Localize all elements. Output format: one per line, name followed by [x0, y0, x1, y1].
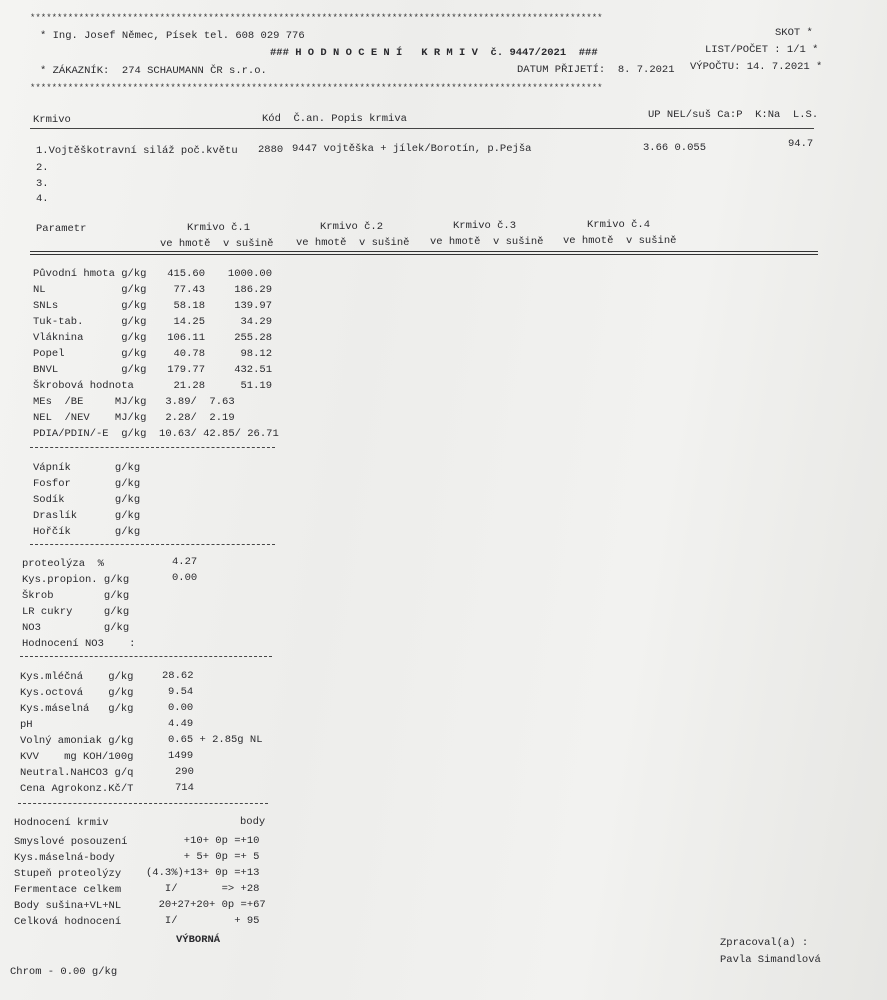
evaluation-label: Smyslové posouzení [14, 836, 128, 848]
mineral-row: Sodík g/kg [33, 494, 141, 506]
evaluation-label: Body sušina+VL+NL [14, 900, 122, 912]
mineral-row: Fosfor g/kg [33, 478, 141, 490]
feed-1-code: 2880 [258, 144, 284, 156]
subcol-4: ve hmotě v sušině [563, 235, 677, 247]
chrom-value: Chrom - 0.00 g/kg [10, 966, 118, 978]
acid-label: Kys.máselná g/kg [20, 703, 134, 715]
nutrient-fresh: 415.60 [167, 268, 205, 280]
feed-1-description: 9447 vojtěška + jílek/Borotín, p.Pejša [292, 143, 532, 155]
evaluation-title: Hodnocení krmiv [14, 817, 109, 829]
evaluation-score: 20+27+20+ 0p =+67 [146, 899, 266, 911]
nutrient-dry: 432.51 [234, 364, 272, 376]
evaluation-score: +10+ 0p =+10 [146, 835, 260, 847]
subcol-2: ve hmotě v sušině [296, 237, 410, 249]
feed-2: 2. [36, 162, 49, 174]
nutrient-dry: 255.28 [234, 332, 272, 344]
col-code-desc: Kód Č.an. Popis krmiva [262, 113, 407, 125]
acid-label: Kys.mléčná g/kg [20, 671, 134, 683]
verdict: VÝBORNÁ [176, 934, 221, 946]
nutrient-label: NL g/kg [33, 284, 147, 296]
page-count: LIST/POČET : 1/1 * [705, 44, 819, 56]
col-krmivo-1: Krmivo č.1 [187, 222, 251, 234]
evaluation-label: Stupeň proteolýzy [14, 868, 122, 880]
acid-value: 4.49 [168, 718, 194, 730]
evaluation-label: Kys.máselná-body [14, 852, 115, 864]
nutrient-row [33, 268, 146, 280]
acid-label: Cena Agrokonz.Kč/T [20, 783, 134, 795]
acid-value: 28.62 [162, 670, 194, 682]
lab-author: * Ing. Josef Němec, Písek tel. 608 029 776 [40, 30, 305, 42]
acid-value: 9.54 [168, 686, 194, 698]
evaluation-label: Fermentace celkem [14, 884, 122, 896]
species-label: SKOT * [775, 27, 813, 39]
col-krmivo: Krmivo [33, 114, 71, 126]
customer: * ZÁKAZNÍK: 274 SCHAUMANN ČR s.r.o. [40, 65, 267, 77]
ferm-label: proteolýza % [22, 558, 104, 570]
energy-pdi: PDIA/PDIN/-E g/kg 10.63/ 42.85/ 26.71 [33, 428, 279, 440]
ferm-label: Kys.propion. g/kg [22, 574, 130, 586]
processed-by-name: Pavla Simandlová [720, 954, 821, 966]
divider [30, 128, 814, 129]
col-krmivo-2: Krmivo č.2 [320, 221, 384, 233]
nutrient-fresh: 77.43 [173, 284, 205, 296]
col-nel-ls: UP NEL/suš Ca:P K:Na L.S. [648, 109, 819, 121]
dashed-divider [30, 447, 275, 448]
nutrient-dry: 51.19 [240, 380, 272, 392]
ferm-label: Hodnocení NO3 : [22, 638, 136, 650]
header-stars-top: ********************************************************************************************************** [30, 13, 603, 23]
nutrient-label: Škrobová hodnota [33, 380, 134, 392]
nutrient-label: BNVL g/kg [33, 364, 147, 376]
nutrient-label: SNLs g/kg [33, 300, 147, 312]
subcol-3: ve hmotě v sušině [430, 236, 544, 248]
nutrient-dry: 98.12 [240, 348, 272, 360]
dashed-divider [18, 803, 268, 804]
energy-nel: NEL /NEV MJ/kg 2.28/ 2.19 [33, 412, 235, 424]
acid-value: 0.65 + 2.85g NL [168, 734, 263, 746]
evaluation-score: + 5+ 0p =+ 5 [146, 851, 260, 863]
nutrient-fresh: 179.77 [167, 364, 205, 376]
nutrient-dry: 1000.00 [227, 268, 272, 280]
feed-3: 3. [36, 178, 49, 190]
acid-label: Kys.octová g/kg [20, 687, 134, 699]
subcol-1: ve hmotě v sušině [160, 238, 274, 250]
feed-4: 4. [36, 193, 49, 205]
nutrient-label: Tuk-tab. g/kg [33, 316, 147, 328]
nutrient-label: Vláknina g/kg [33, 332, 147, 344]
ferm-value: 4.27 [172, 556, 198, 568]
nutrient-dry: 34.29 [240, 316, 272, 328]
nutrient-label: Původní hmota g/kg [33, 268, 147, 280]
evaluation-label: Celková hodnocení [14, 916, 122, 928]
date-computed: VÝPOČTU: 14. 7.2021 * [690, 61, 823, 73]
evaluation-score: (4.3%)+13+ 0p =+13 [146, 867, 260, 879]
nutrient-fresh: 40.78 [173, 348, 205, 360]
col-krmivo-3: Krmivo č.3 [453, 220, 517, 232]
acid-label: Volný amoniak g/kg [20, 735, 134, 747]
mineral-row: Vápník g/kg [33, 462, 141, 474]
acid-label: KVV mg KOH/100g [20, 751, 134, 763]
dashed-divider [20, 656, 272, 657]
dashed-divider [30, 544, 275, 545]
evaluation-body-label: body [240, 816, 266, 828]
processed-by-label: Zpracoval(a) : [720, 937, 809, 949]
energy-mes: MEs /BE MJ/kg 3.89/ 7.63 [33, 396, 235, 408]
acid-value: 714 [175, 782, 194, 794]
nutrient-label: Popel g/kg [33, 348, 147, 360]
acid-value: 290 [175, 766, 194, 778]
col-parametr: Parametr [36, 223, 87, 235]
acid-label: Neutral.NaHCO3 g/q [20, 767, 134, 779]
col-krmivo-4: Krmivo č.4 [587, 219, 651, 231]
acid-value: 0.00 [168, 702, 194, 714]
nutrient-dry: 139.97 [234, 300, 272, 312]
ferm-label: Škrob g/kg [22, 590, 130, 602]
evaluation-score: I/ + 95 [146, 915, 260, 927]
ferm-label: LR cukry g/kg [22, 606, 130, 618]
header-stars-bottom: ********************************************************************************************************** [30, 83, 603, 93]
double-divider [30, 251, 818, 255]
acid-value: 1499 [168, 750, 194, 762]
ferm-label: NO3 g/kg [22, 622, 130, 634]
nutrient-fresh: 14.25 [173, 316, 205, 328]
mineral-row: Draslík g/kg [33, 510, 141, 522]
nutrient-fresh: 106.11 [167, 332, 205, 344]
feed-1-nel: 3.66 0.055 [643, 142, 707, 154]
mineral-row: Hořčík g/kg [33, 526, 141, 538]
document-title: ### H O D N O C E N Í K R M I V č. 9447/2021 ### [270, 47, 598, 59]
nutrient-fresh: 58.18 [173, 300, 205, 312]
evaluation-score: I/ => +28 [146, 883, 260, 895]
feed-1-name: 1.Vojtěškotravní siláž poč.květu [36, 145, 238, 157]
ferm-value: 0.00 [172, 572, 198, 584]
date-received: DATUM PŘIJETÍ: 8. 7.2021 [517, 64, 675, 76]
nutrient-dry: 186.29 [234, 284, 272, 296]
feed-1-ls: 94.7 [788, 138, 814, 150]
nutrient-fresh: 21.28 [173, 380, 205, 392]
acid-label: pH [20, 719, 33, 731]
